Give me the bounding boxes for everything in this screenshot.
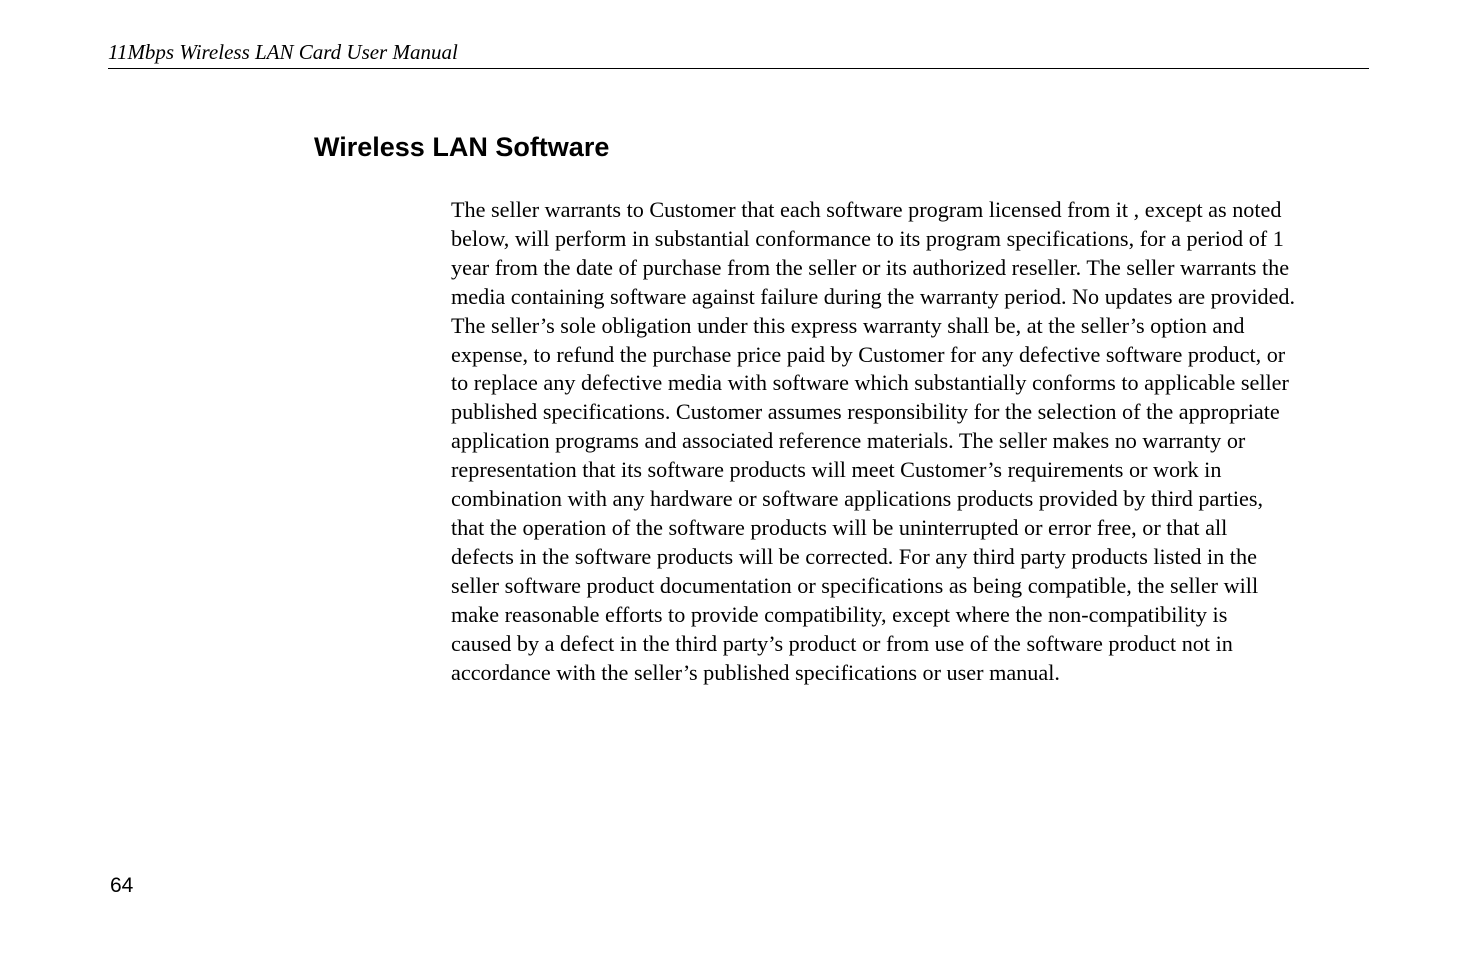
paragraph-line: caused by a defect in the third party’s product or from use of the software product not in <box>451 630 1233 656</box>
paragraph-line: combination with any hardware or software applications products provided by third parties, <box>451 486 1264 512</box>
paragraph-line: representation that its software products will meet Customer’s requirements or work in <box>451 457 1222 483</box>
section-heading: Wireless LAN Software <box>314 132 610 162</box>
paragraph-line: accordance with the seller’s published specifications or user manual. <box>451 659 1060 685</box>
paragraph-line: The seller warrants to Customer that each software program licensed from it , except as noted <box>451 197 1282 222</box>
paragraph-line: year from the date of purchase from the seller or its authorized reseller. The seller warrants the <box>451 254 1290 280</box>
paragraph-line: expense, to refund the purchase price paid by Customer for any defective software product, or <box>451 341 1286 367</box>
paragraph-line: seller software product documentation or specifications as being compatible, the seller will <box>451 572 1259 598</box>
paragraph-line: to replace any defective media with software which substantially conforms to applicable seller <box>451 370 1289 396</box>
running-header-title: 11Mbps Wireless LAN Card User Manual <box>108 40 458 64</box>
paragraph-line: published specifications. Customer assumes responsibility for the selection of the appropriate <box>451 399 1280 425</box>
paragraph-line: The seller’s sole obligation under this express warranty shall be, at the seller’s option and <box>451 312 1245 338</box>
paragraph-line: make reasonable efforts to provide compatibility, except where the non-compatibility is <box>451 601 1228 627</box>
paragraph-line: that the operation of the software products will be uninterrupted or error free, or that all <box>451 514 1228 540</box>
warranty-paragraph <box>451 196 1391 687</box>
header-divider <box>108 68 1369 69</box>
paragraph-line: media containing software against failure during the warranty period. No updates are provided. <box>451 283 1296 309</box>
page-number: 64 <box>110 874 134 897</box>
paragraph-line: defects in the software products will be corrected. For any third party products listed in the <box>451 543 1257 569</box>
paragraph-line: application programs and associated reference materials. The seller makes no warranty or <box>451 428 1246 454</box>
paragraph-line: below, will perform in substantial conformance to its program specifications, for a period of 1 <box>451 225 1284 251</box>
